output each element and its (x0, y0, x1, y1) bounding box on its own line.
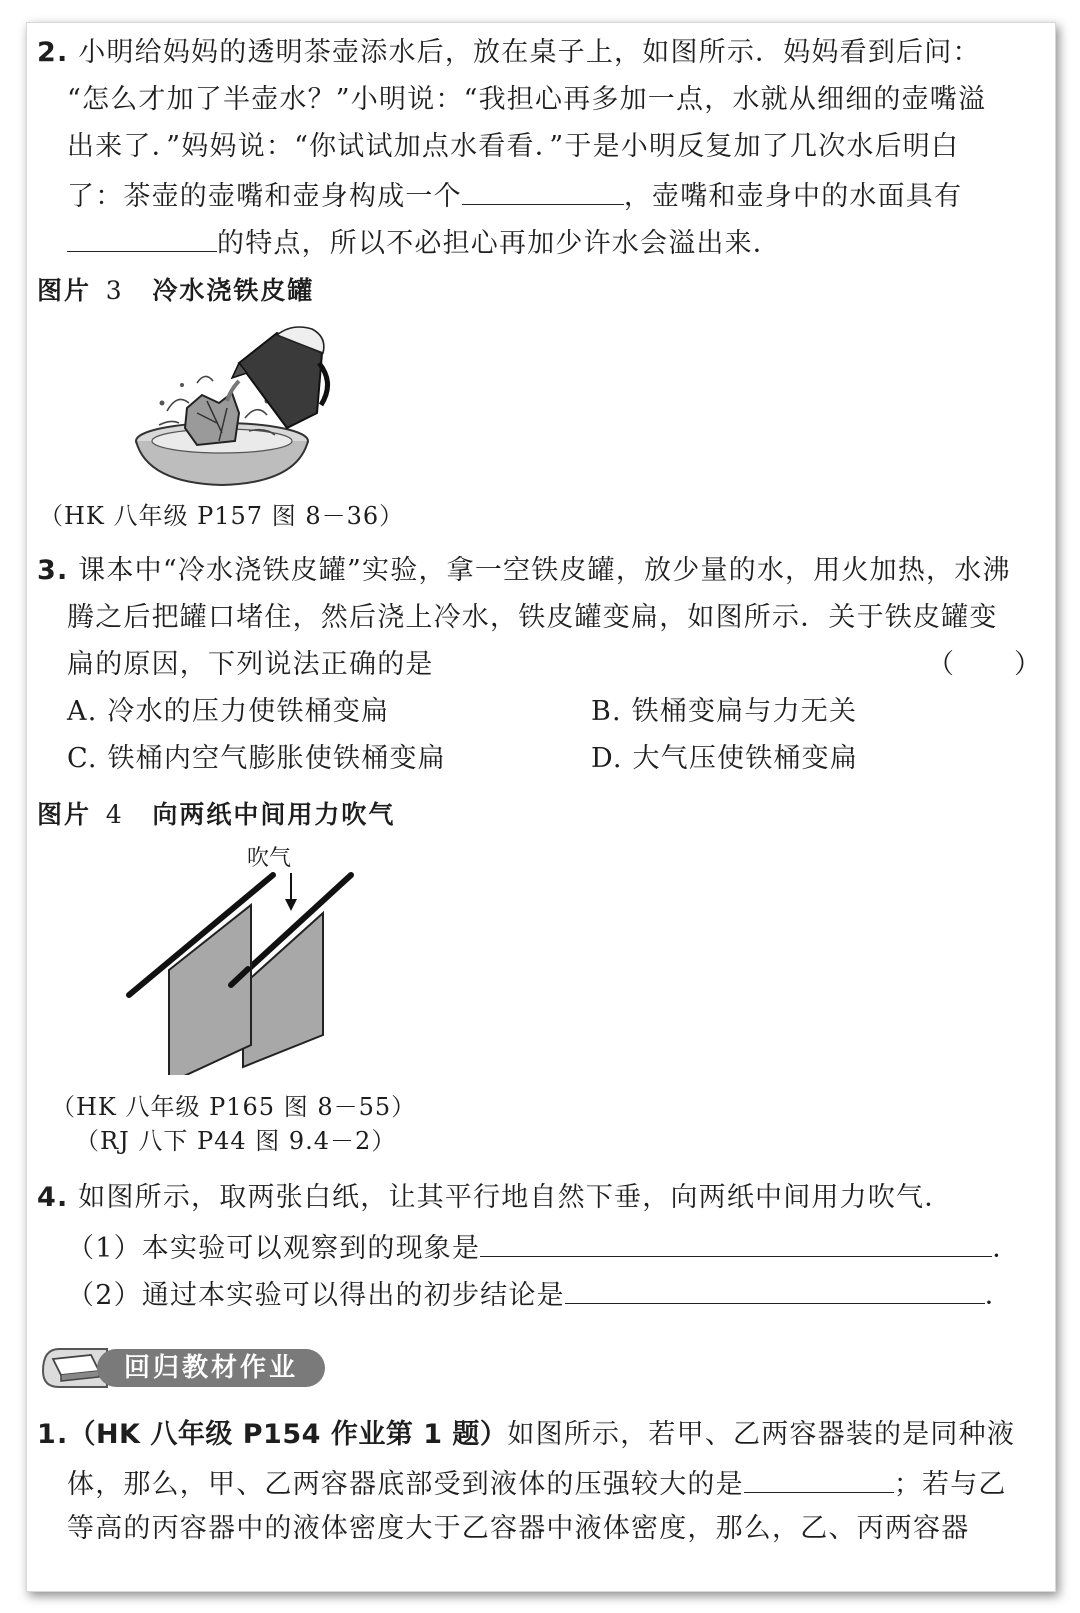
q4-sub-2 (67, 1275, 1013, 1314)
section-title: 回归教材作业 (97, 1349, 325, 1387)
q2-line-2: “怎么才加了半壶水？”小明说：“我担心再多加一点，水就从细细的壶嘴溢 (67, 84, 987, 115)
q4-sub-1 (67, 1228, 1020, 1267)
q2-blank-1[interactable] (462, 176, 624, 205)
q4-text-1: 如图所示，取两张白纸，让其平行地自然下垂，向两纸中间用力吹气． (78, 1182, 953, 1213)
q4-period-2: ． (984, 1280, 1013, 1311)
q4-sub-2-text: （2）通过本实验可以得出的初步结论是 (67, 1280, 565, 1311)
q3-option-d[interactable]: D. 大气压使铁桶变扁 (591, 743, 859, 774)
fig3-title: 冷水浇铁皮罐 (152, 276, 315, 305)
q4-blank-1[interactable] (480, 1228, 992, 1257)
q4-sub-1-text: （1）本实验可以观察到的现象是 (67, 1233, 481, 1264)
q3-line-1 (37, 553, 1011, 589)
q3-text-1: 课本中“冷水浇铁皮罐”实验，拿一空铁皮罐，放少量的水，用火加热，水沸 (78, 555, 1011, 586)
fig4-title: 向两纸中间用力吹气 (152, 800, 396, 829)
hw1-number: 1. (37, 1419, 69, 1450)
q3-line-2: 腾之后把罐口堵住，然后浇上冷水，铁皮罐变扁，如图所示．关于铁皮罐变 (67, 602, 998, 633)
fig3-number: 3 (105, 276, 124, 305)
hw1-text-2a: 体，那么，甲、乙两容器底部受到液体的压强较大的是 (67, 1469, 744, 1500)
cold-water-can-illustration (127, 323, 337, 493)
q2-text-5: 的特点，所以不必担心再加少许水会溢出来． (217, 228, 781, 259)
fig4-number: 4 (105, 800, 124, 829)
q2-text-1: 小明给妈妈的透明茶壶添水后，放在桌子上，如图所示．妈妈看到后问： (78, 37, 981, 68)
q3-option-c[interactable]: C. 铁桶内空气膨胀使铁桶变扁 (67, 743, 446, 774)
q4-period-1: ． (992, 1233, 1021, 1264)
two-paper-blowing-illustration (123, 835, 363, 1075)
fig4-caption-1: （HK 八年级 P165 图 8－55） (51, 1093, 417, 1121)
q3-option-b[interactable]: B. 铁桶变扁与力无关 (591, 696, 858, 727)
q2-line-4 (67, 176, 962, 215)
q3-line-3: 扁的原因，下列说法正确的是 (67, 649, 434, 680)
q4-line-1 (37, 1180, 952, 1216)
q2-number: 2. (37, 37, 69, 68)
fig4-heading (37, 795, 395, 831)
q2-line-1 (37, 35, 981, 71)
fig3-label: 图片 (37, 276, 92, 305)
fig4-label: 图片 (37, 800, 92, 829)
q3-option-a[interactable]: A. 冷水的压力使铁桶变扁 (67, 696, 390, 727)
hw1-text-1: 如图所示，若甲、乙两容器装的是同种液 (507, 1419, 1016, 1450)
q2-text-4b: ，壶嘴和壶身中的水面具有 (623, 181, 963, 212)
hw1-text-2b: ；若与乙 (893, 1469, 1007, 1500)
q4-number: 4. (37, 1182, 69, 1213)
worksheet-page (26, 22, 1056, 1592)
hw1-line-2 (67, 1464, 1007, 1503)
hw1-reference: （HK 八年级 P154 作业第 1 题） (68, 1419, 508, 1450)
fig3-heading (37, 271, 314, 307)
hw1-line-3: 等高的丙容器中的液体密度大于乙容器中液体密度，那么，乙、丙两容器 (67, 1513, 970, 1544)
hw1-blank-1[interactable] (744, 1464, 894, 1493)
q2-line-5 (67, 223, 781, 262)
q2-line-3: 出来了．”妈妈说：“你试试加点水看看．”于是小明反复加了几次水后明白 (67, 131, 960, 162)
fig4-caption-2: （RJ 八下 P44 图 9.4－2） (75, 1127, 397, 1155)
q2-text-4a: 了：茶壶的壶嘴和壶身构成一个 (67, 181, 462, 212)
q4-blank-2[interactable] (565, 1275, 985, 1304)
blow-label: 吹气 (246, 846, 292, 871)
q2-blank-2[interactable] (67, 223, 217, 252)
q3-answer-paren[interactable]: （ ） (927, 649, 1043, 680)
blow-arrowhead (285, 899, 297, 911)
section-banner (39, 1345, 329, 1391)
q3-number: 3. (37, 555, 69, 586)
hw1-line-1 (37, 1417, 1015, 1453)
fig3-caption: （HK 八年级 P157 图 8－36） (39, 502, 405, 530)
